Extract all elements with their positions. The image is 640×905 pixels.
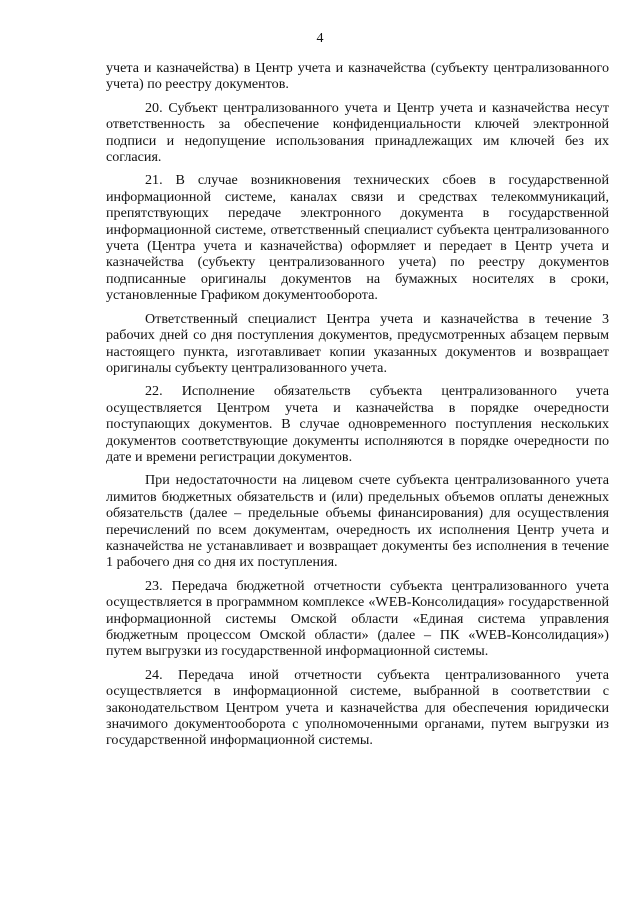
paragraph-continuation: учета и казначейства) в Центр учета и казначейства (субъекту централизованного учета) по реестру документов.: [106, 60, 609, 93]
paragraph-item-21-second: Ответственный специалист Центра учета и казначейства в течение 3 рабочих дней со дня поступления документов, предусмотренных абзацем первым настоящего пункта, изготавливает копии указанных документов и возвращает оригиналы субъекту централизованного учета.: [106, 310, 609, 376]
document-body: [106, 60, 609, 749]
paragraph-item-22: 22. Исполнение обязательств субъекта централизованного учета осуществляется Центром учета и казначейства в порядке очередности поступающих документов. В случае одновременного поступления нескольких документов соответствующие документы исполняются в порядке очередности по дате и времени регистрации документов.: [106, 383, 609, 465]
paragraph-item-23: 23. Передача бюджетной отчетности субъекта централизованного учета осуществляется в программном комплексе «WEB-Консолидация» государственной информационной системы Омской области «Единая система управления бюджетным процессом Омской области» (далее – ПК «WEB-Консолидация») путем выгрузки из государственной информационной системы.: [106, 577, 609, 660]
paragraph-item-24: 24. Передача иной отчетности субъекта централизованного учета осуществляется в информационной системе, выбранной в соответствии с законодательством Центром учета и казначейства для обеспечения юридически значимого документооборота с уполномоченными органами, путем выгрузки из государственной информационной системы.: [106, 666, 609, 749]
page-number: 4: [316, 31, 324, 46]
paragraph-item-22-second: При недостаточности на лицевом счете субъекта централизованного учета лимитов бюджетных обязательств и (или) предельных объемов оплаты денежных обязательств (далее – предельные объемы финансирования) для осуществления перечислений по всем документам, очередность их исполнения Центр учета и казначейства не устанавливает и возвращает документы без исполнения в течение 1 рабочего дня со дня их поступления.: [106, 472, 609, 571]
paragraph-item-21: 21. В случае возникновения технических сбоев в государственной информационной системе, каналах связи и средствах телекоммуникаций, препятствующих передаче электронного документа в государственной информационной системе, ответственный специалист субъекта централизованного учета (Центра учета и казначейства) оформляет и передает в Центр учета и казначейства (субъекту централизованного учета) по реестру документов подписанные оригиналы документов на бумажных носителях в сроки, установленные Графиком документооборота.: [106, 172, 609, 304]
paragraph-item-20: 20. Субъект централизованного учета и Центр учета и казначейства несут ответственность за обеспечение конфиденциальности ключей электронной подписи и недопущение использования принадлежащих им ключей без их согласия.: [106, 99, 609, 166]
